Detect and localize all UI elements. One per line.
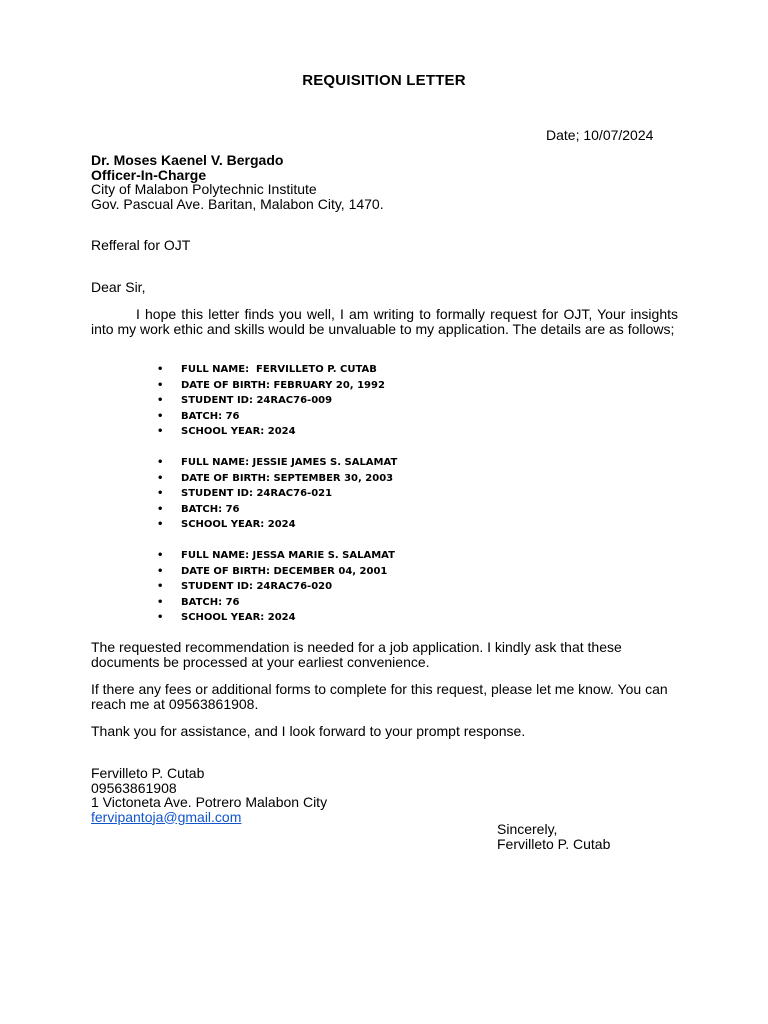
recipient-block: [91, 153, 384, 211]
sender-block: [91, 766, 327, 824]
bullet-icon: •: [157, 395, 164, 407]
list-item: [157, 610, 577, 626]
list-item: [157, 455, 577, 471]
list-item: [157, 393, 577, 409]
student-id: STUDENT ID: 24RAC76-020: [181, 581, 333, 593]
sender-address: 1 Victoneta Ave. Potrero Malabon City: [91, 794, 328, 810]
list-item: [157, 595, 577, 611]
student-school-year: SCHOOL YEAR: 2024: [181, 612, 296, 624]
bullet-icon: •: [157, 565, 164, 577]
bullet-icon: •: [157, 364, 164, 375]
intro-paragraph: I hope this letter finds you well, I am writing to formally request for OJT, Your insights into my work ethic and skills would be unvaluable to my application. The details are as follows;: [91, 306, 678, 337]
list-item: [157, 424, 577, 440]
list-item: [157, 517, 577, 533]
list-item: [157, 409, 577, 425]
fees-paragraph: If there any fees or additional forms to complete for this request, please let me know. You can reach me at 09563861908.: [91, 681, 668, 712]
list-item: [157, 471, 577, 487]
sender-name: Fervilleto P. Cutab: [91, 765, 205, 781]
list-item: [157, 362, 577, 378]
student-school-year: SCHOOL YEAR: 2024: [181, 426, 296, 438]
letter-title: REQUISITION LETTER: [302, 72, 466, 89]
student-list: [157, 362, 577, 641]
list-item: [157, 486, 577, 502]
closing-salutation: Sincerely,: [497, 821, 558, 837]
student-group-2: [157, 455, 577, 533]
student-full-name: FULL NAME: JESSIE JAMES S. SALAMAT: [181, 456, 398, 468]
student-id: STUDENT ID: 24RAC76-021: [181, 488, 333, 500]
recipient-name: Dr. Moses Kaenel V. Bergado: [91, 152, 284, 168]
sender-phone: 09563861908: [91, 779, 177, 796]
closing-block: [497, 822, 610, 851]
bullet-icon: •: [157, 596, 164, 608]
bullet-icon: •: [157, 456, 164, 468]
sender-email-link[interactable]: fervipantoja@gmail.com: [91, 808, 242, 825]
list-item: [157, 378, 577, 394]
recipient-position: Officer-In-Charge: [91, 166, 207, 183]
request-paragraph: The requested recommendation is needed for a job application. I kindly ask that these documents be processed at your earliest convenience.: [91, 639, 622, 670]
bullet-icon: •: [157, 549, 164, 561]
bullet-icon: •: [157, 472, 164, 484]
thanks-paragraph: Thank you for assistance, and I look forward to your prompt response.: [91, 723, 526, 739]
bullet-icon: •: [157, 503, 164, 515]
student-birth: DATE OF BIRTH: SEPTEMBER 30, 2003: [181, 472, 394, 484]
closing-name: Fervilleto P. Cutab: [497, 835, 611, 852]
bullet-icon: •: [157, 519, 164, 531]
list-item: [157, 579, 577, 595]
student-birth: DATE OF BIRTH: DECEMBER 04, 2001: [181, 565, 388, 577]
bullet-icon: •: [157, 581, 164, 593]
list-item: [157, 502, 577, 518]
student-birth: DATE OF BIRTH: FEBRUARY 20, 1992: [181, 379, 385, 391]
bullet-icon: •: [157, 379, 164, 391]
student-full-name: FULL NAME: FERVILLETO P. CUTAB: [181, 364, 377, 375]
bullet-icon: •: [157, 488, 164, 500]
recipient-address: Gov. Pascual Ave. Baritan, Malabon City, 1470.: [91, 195, 384, 212]
bullet-icon: •: [157, 426, 164, 438]
recipient-institution: City of Malabon Polytechnic Institute: [91, 181, 317, 197]
student-batch: BATCH: 76: [181, 503, 240, 515]
student-batch: BATCH: 76: [181, 596, 240, 608]
bullet-icon: •: [157, 612, 164, 624]
list-item: [157, 564, 577, 580]
list-item: [157, 548, 577, 564]
letter-subject: Refferal for OJT: [91, 237, 191, 253]
letter-greeting: Dear Sir,: [91, 279, 146, 295]
student-group-1: [157, 362, 577, 440]
student-full-name: FULL NAME: JESSA MARIE S. SALAMAT: [181, 549, 395, 561]
student-id: STUDENT ID: 24RAC76-009: [181, 395, 333, 407]
student-school-year: SCHOOL YEAR: 2024: [181, 519, 296, 531]
letter-date: Date; 10/07/2024: [546, 127, 654, 143]
student-batch: BATCH: 76: [181, 410, 240, 422]
bullet-icon: •: [157, 410, 164, 422]
student-group-3: [157, 548, 577, 626]
